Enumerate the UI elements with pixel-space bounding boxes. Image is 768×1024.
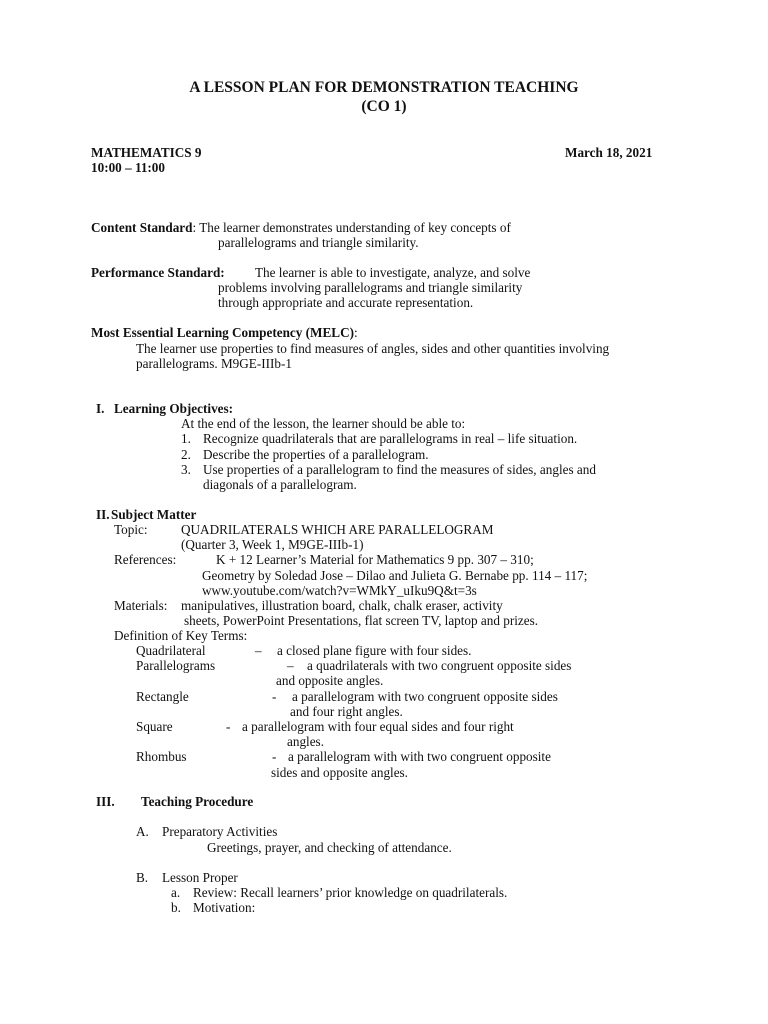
topic-sub: (Quarter 3, Week 1, M9GE-IIIb-1)	[181, 537, 364, 552]
melc-colon: :	[354, 325, 358, 340]
procedure-a-text: Greetings, prayer, and checking of attendance.	[207, 840, 452, 855]
time-label: 10:00 – 11:00	[91, 160, 165, 175]
reference-item: Geometry by Soledad Jose – Dilao and Julieta G. Bernabe pp. 114 – 117;	[202, 568, 588, 583]
term-dash: –	[255, 643, 262, 658]
procedure-a-number: A.	[136, 824, 149, 839]
term-definition-cont: and opposite angles.	[276, 673, 384, 688]
procedure-b-item-number: a.	[171, 885, 181, 900]
objective-text: Use properties of a parallelogram to find the measures of sides, angles and	[203, 462, 596, 477]
term-definition: a closed plane figure with four sides.	[277, 643, 472, 658]
objective-number: 1.	[181, 431, 191, 446]
subject-matter-number: II.	[96, 507, 110, 522]
melc-line1: The learner use properties to find measures of angles, sides and other quantities involving	[136, 341, 610, 356]
procedure-heading: Teaching Procedure	[141, 794, 254, 809]
date-label: March 18, 2021	[565, 145, 653, 160]
references-label: References:	[114, 552, 177, 567]
term-dash: -	[272, 749, 277, 764]
performance-standard-label: Performance Standard:	[91, 265, 225, 280]
topic-value: QUADRILATERALS WHICH ARE PARALLELOGRAM	[181, 522, 494, 537]
materials-text: manipulatives, illustration board, chalk, chalk eraser, activity	[181, 598, 503, 613]
objective-text: Recognize quadrilaterals that are parallelograms in real – life situation.	[203, 431, 578, 446]
term-dash: -	[272, 689, 277, 704]
topic-label: Topic:	[114, 522, 148, 537]
objectives-heading: Learning Objectives:	[114, 401, 234, 416]
melc-line2: parallelograms. M9GE-IIIb-1	[136, 356, 292, 371]
term-definition: a parallelogram with four equal sides and four right	[242, 719, 514, 734]
term-definition: a parallelogram with with two congruent opposite	[288, 749, 551, 764]
melc-heading	[91, 325, 358, 341]
term-name: Square	[136, 719, 173, 734]
key-terms-label: Definition of Key Terms:	[114, 628, 248, 643]
objective-text: Describe the properties of a parallelogram.	[203, 447, 429, 462]
term-dash: –	[287, 658, 294, 673]
materials-text-cont: sheets, PowerPoint Presentations, flat screen TV, laptop and prizes.	[184, 613, 539, 628]
term-definition-cont: and four right angles.	[290, 704, 403, 719]
objective-number: 2.	[181, 447, 191, 462]
objectives-intro: At the end of the lesson, the learner should be able to:	[181, 416, 466, 431]
procedure-b-item-number: b.	[171, 900, 181, 915]
reference-item: K + 12 Learner’s Material for Mathematics 9 pp. 307 – 310;	[216, 552, 534, 567]
performance-standard-line2: problems involving parallelograms and triangle similarity	[218, 280, 523, 295]
subject-label: MATHEMATICS 9	[91, 145, 202, 160]
term-definition-cont: sides and opposite angles.	[271, 765, 408, 780]
procedure-b-item-text: Motivation:	[193, 900, 256, 915]
objective-number: 3.	[181, 462, 191, 477]
term-name: Parallelograms	[136, 658, 216, 673]
procedure-b-number: B.	[136, 870, 149, 885]
procedure-a-label: Preparatory Activities	[162, 824, 278, 839]
page-title: A LESSON PLAN FOR DEMONSTRATION TEACHING	[189, 79, 579, 96]
term-name: Quadrilateral	[136, 643, 206, 658]
materials-label: Materials:	[114, 598, 168, 613]
content-standard-cont: parallelograms and triangle similarity.	[218, 235, 419, 250]
content-standard-label: Content Standard	[91, 220, 193, 235]
objective-text-cont: diagonals of a parallelogram.	[203, 477, 357, 492]
procedure-b-label: Lesson Proper	[162, 870, 238, 885]
content-standard	[91, 220, 511, 236]
objectives-number: I.	[96, 401, 105, 416]
melc-label: Most Essential Learning Competency (MELC)	[91, 325, 354, 340]
term-definition: a parallelogram with two congruent opposite sides	[292, 689, 558, 704]
performance-standard-line3: through appropriate and accurate representation.	[218, 295, 474, 310]
term-definition: a quadrilaterals with two congruent opposite sides	[307, 658, 572, 673]
procedure-b-item-text: Review: Recall learners’ prior knowledge on quadrilaterals.	[193, 885, 508, 900]
term-name: Rhombus	[136, 749, 187, 764]
performance-standard-text: The learner is able to investigate, analyze, and solve	[255, 265, 531, 280]
reference-item: www.youtube.com/watch?v=WMkY_uIku9Q&t=3s	[202, 583, 477, 598]
term-dash: -	[226, 719, 231, 734]
page-subtitle: (CO 1)	[361, 98, 407, 115]
procedure-number: III.	[96, 794, 115, 809]
subject-matter-heading: Subject Matter	[111, 507, 197, 522]
term-name: Rectangle	[136, 689, 189, 704]
term-definition-cont: angles.	[287, 734, 324, 749]
content-standard-text: : The learner demonstrates understanding of key concepts of	[192, 220, 511, 235]
